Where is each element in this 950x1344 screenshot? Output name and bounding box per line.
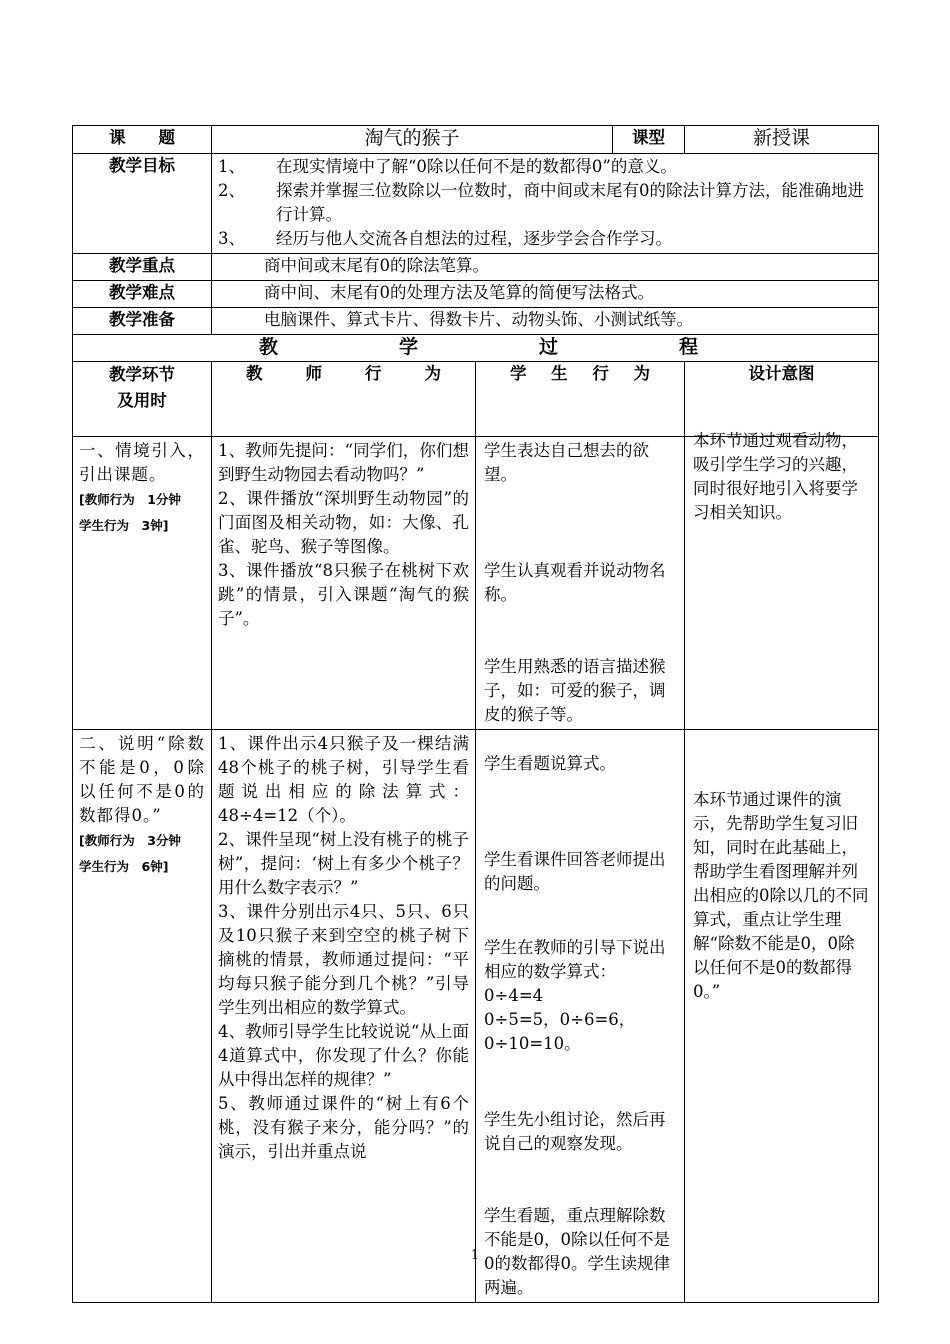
teacher-cell bbox=[212, 730, 476, 1303]
lesson-plan-table bbox=[72, 125, 879, 1303]
col-student-header bbox=[476, 362, 685, 437]
teacher-step: 1、课件出示4只猴子及一棵结满48个桃子的桃子树，引导学生看题说出相应的除法算式：48÷4=12（个）。 bbox=[218, 734, 469, 825]
student-step: 学生在教师的引导下说出相应的数学算式： 0÷4=4 bbox=[484, 938, 666, 1005]
col-stage-header: 教学环节 及用时 bbox=[73, 362, 212, 437]
difficulty-label: 教学难点 bbox=[73, 281, 212, 308]
stage-time-teacher: [教师行为 1分钟 bbox=[79, 492, 181, 507]
teacher-step: 2、课件播放“深圳野生动物园”的门面图及相关动物，如：大像、孔雀、驼鸟、猴子等图像。 bbox=[218, 489, 469, 556]
student-step: 学生认真观看并说动物名称。 bbox=[484, 561, 666, 604]
col-teacher-header bbox=[212, 362, 476, 437]
process-row-2 bbox=[73, 730, 879, 1303]
teacher-cell bbox=[212, 437, 476, 730]
student-cell bbox=[476, 730, 685, 1303]
key-point-row bbox=[73, 254, 879, 281]
stage-time-student: 学生行为 6钟] bbox=[79, 859, 169, 874]
stage-time-teacher: [教师行为 3分钟 bbox=[79, 833, 181, 848]
preparation-row bbox=[73, 308, 879, 335]
teacher-step: 3、课件分别出示4只、5只、6只及10只猴子来到空空的桃子树下摘桃的情景，教师通过提问：“平均每只猴子能分到几个桃？”引导学生列出相应的数学算式。 bbox=[218, 902, 469, 1017]
col-student-char: 学 bbox=[510, 364, 527, 383]
col-student-char: 为 bbox=[633, 364, 651, 383]
type-label: 课型 bbox=[613, 126, 685, 154]
difficulty-text: 商中间、末尾有0的处理方法及笔算的简便写法格式。 bbox=[212, 281, 879, 308]
col-teacher-char: 教 bbox=[246, 364, 263, 383]
process-title-row bbox=[73, 335, 879, 362]
intent-text: 本环节通过观看动物，吸引学生学习的兴趣，同时很好地引入将要学习相关知识。 bbox=[693, 431, 859, 522]
goal-number: 3、 bbox=[218, 229, 245, 248]
stage-text: 一、情境引入，引出课题。 bbox=[79, 441, 205, 484]
goal-item bbox=[218, 155, 872, 179]
goals-cell bbox=[212, 154, 879, 254]
student-step: 学生先小组讨论，然后再说自己的观察发现。 bbox=[484, 1110, 666, 1153]
key-point-text: 商中间或末尾有0的除法笔算。 bbox=[212, 254, 879, 281]
preparation-label: 教学准备 bbox=[73, 308, 212, 335]
student-step: 0÷5=5，0÷6=6，0÷10=10。 bbox=[484, 1010, 636, 1053]
process-title-char: 程 bbox=[679, 336, 699, 358]
col-student-char: 生 bbox=[551, 364, 568, 383]
goals-row bbox=[73, 154, 879, 254]
goal-number: 1、 bbox=[218, 157, 245, 176]
topic-row bbox=[73, 126, 879, 154]
student-step: 学生看题，重点理解除数不能是0，0除以任何不是0的数都得0。学生读规律两遍。 bbox=[484, 1206, 670, 1297]
student-step: 学生看题说算式。 bbox=[484, 754, 616, 773]
process-title-char: 过 bbox=[539, 336, 559, 358]
goals-label: 教学目标 bbox=[73, 154, 212, 254]
teacher-step: 4、教师引导学生比较说说“从上面4道算式中，你发现了什么？你能从中得出怎样的规律？” bbox=[218, 1022, 469, 1089]
goal-text: 经历与他人交流各自想法的过程，逐步学会合作学习。 bbox=[276, 229, 672, 248]
student-step: 学生看课件回答老师提出的问题。 bbox=[484, 850, 666, 893]
intent-text: 本环节通过课件的演示，先帮助学生复习旧知，同时在此基础上，帮助学生看图理解并列出相应的0除以几的不同算式，重点让学生理解“除数不能是0，0除以任何不是0的数都得0。” bbox=[693, 790, 869, 1001]
intent-cell bbox=[685, 431, 879, 730]
goal-text: 探索并掌握三位数除以一位数时，商中间或末尾有0的除法计算方法，能准确地进行计算。 bbox=[276, 181, 864, 224]
col-teacher-char: 为 bbox=[424, 364, 441, 383]
teacher-step: 3、课件播放“8只猴子在桃树下欢跳”的情景，引入课题“淘气的猴子”。 bbox=[218, 561, 469, 628]
col-intent-header: 设计意图 bbox=[685, 362, 879, 437]
student-step: 学生用熟悉的语言描述猴子，如：可爱的猴子，调皮的猴子等。 bbox=[484, 657, 666, 724]
teacher-step: 1、教师先提问：“同学们，你们想到野生动物园去看动物吗？” bbox=[218, 441, 469, 484]
key-point-label: 教学重点 bbox=[73, 254, 212, 281]
goal-text: 在现实情境中了解“0除以任何不是的数都得0”的意义。 bbox=[276, 157, 677, 176]
preparation-text: 电脑课件、算式卡片、得数卡片、动物头饰、小测试纸等。 bbox=[212, 308, 879, 335]
teacher-step: 2、课件呈现“树上没有桃子的桃子树”，提问：‘树上有多少个桃子？用什么数字表示？” bbox=[218, 830, 469, 897]
student-cell bbox=[476, 437, 685, 730]
student-step: 学生表达自己想去的欲望。 bbox=[484, 441, 649, 484]
intent-cell bbox=[685, 730, 879, 1303]
type-value: 新授课 bbox=[685, 126, 879, 154]
column-header-row bbox=[73, 362, 879, 437]
process-title bbox=[73, 335, 879, 362]
stage-cell bbox=[73, 730, 212, 1303]
goal-item bbox=[218, 179, 872, 227]
col-teacher-char: 行 bbox=[365, 364, 382, 383]
stage-time-student: 学生行为 3钟] bbox=[79, 518, 169, 533]
stage-text: 二、说明“除数不能是0，0除以任何不是0的数都得0。” bbox=[79, 734, 205, 825]
page-number: 1 bbox=[470, 1248, 480, 1263]
process-title-char: 教 bbox=[259, 336, 279, 358]
stage-cell bbox=[73, 437, 212, 730]
col-student-char: 行 bbox=[592, 364, 609, 383]
difficulty-row bbox=[73, 281, 879, 308]
goal-item bbox=[218, 227, 872, 251]
process-title-char: 学 bbox=[399, 336, 419, 358]
topic-value: 淘气的猴子 bbox=[212, 126, 613, 154]
topic-label: 课 题 bbox=[73, 126, 212, 154]
process-row-1 bbox=[73, 437, 879, 730]
goal-number: 2、 bbox=[218, 181, 245, 200]
col-teacher-char: 师 bbox=[305, 364, 322, 383]
teacher-step: 5、教师通过课件的“树上有6个桃，没有猴子来分，能分吗？”的演示，引出并重点说 bbox=[218, 1094, 469, 1161]
